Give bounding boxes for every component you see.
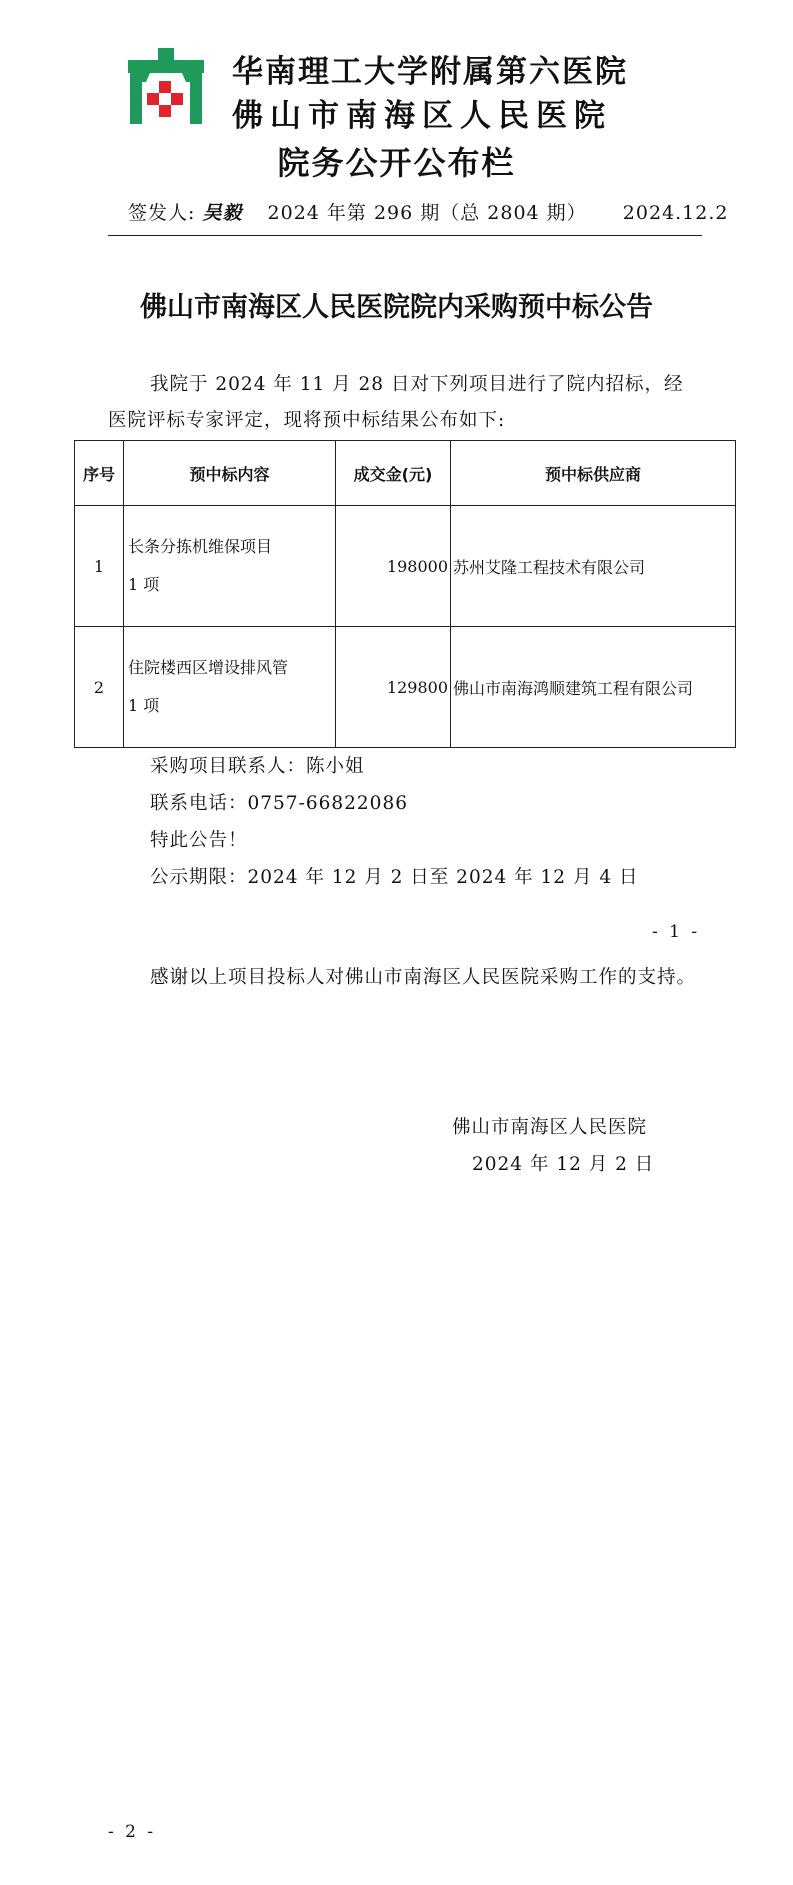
- header-item: 预中标内容: [124, 441, 336, 506]
- header-no: 序号: [75, 441, 124, 506]
- issue-date: 2024.12.2: [622, 202, 729, 224]
- row-item: [124, 627, 336, 748]
- award-table: [74, 440, 736, 748]
- closing-line: 特此公告！: [150, 830, 248, 851]
- row-supplier: 苏州艾隆工程技术有限公司: [451, 506, 736, 627]
- publicity-period: 公示期限：2024 年 12 月 2 日至 2024 年 12 月 4 日: [150, 867, 639, 888]
- row-item-qty: 1 项: [128, 575, 160, 594]
- page-number-2: - 2 -: [108, 1822, 157, 1842]
- row-item-qty: 1 项: [128, 696, 160, 715]
- row-no: 1: [75, 506, 124, 627]
- contact-phone: 联系电话：0757-66822086: [150, 793, 408, 814]
- header-amount: 成交金(元): [336, 441, 451, 506]
- hospital-name-2: 佛山市南海区人民医院: [232, 98, 612, 134]
- signer-label: 签发人:: [128, 202, 196, 224]
- signature-org: 佛山市南海区人民医院: [452, 1117, 648, 1138]
- header-supplier: 预中标供应商: [451, 441, 736, 506]
- signature-date: 2024 年 12 月 2 日: [472, 1154, 655, 1175]
- notice-title: 佛山市南海区人民医院院内采购预中标公告: [140, 292, 653, 323]
- table-row: [75, 627, 736, 748]
- row-amount: 198000: [336, 506, 451, 627]
- issue-number: 2024 年第 296 期（总 2804 期）: [267, 202, 587, 224]
- table-row: [75, 506, 736, 627]
- signer-name: 吴毅: [202, 202, 243, 224]
- issue-line: [128, 198, 728, 225]
- page-number-1: - 1 -: [652, 922, 701, 942]
- row-item: [124, 506, 336, 627]
- row-item-name: 住院楼西区增设排风管: [128, 658, 289, 677]
- contact-person: 采购项目联系人：陈小姐: [150, 756, 365, 777]
- table-header-row: [75, 441, 736, 506]
- header-divider: [108, 235, 702, 236]
- row-no: 2: [75, 627, 124, 748]
- hospital-name-1: 华南理工大学附属第六医院: [232, 54, 628, 90]
- intro-paragraph: 我院于 2024 年 11 月 28 日对下列项目进行了院内招标，经医院评标专家评定，现将预中标结果公布如下:: [108, 374, 684, 431]
- board-title: 院务公开公布栏: [277, 144, 516, 182]
- row-item-name: 长条分拣机维保项目: [128, 537, 273, 556]
- row-amount: 129800: [336, 627, 451, 748]
- hospital-logo: [128, 48, 204, 124]
- row-supplier: 佛山市南海鸿顺建筑工程有限公司: [451, 627, 736, 748]
- thanks-paragraph: 感谢以上项目投标人对佛山市南海区人民医院采购工作的支持。: [150, 967, 697, 988]
